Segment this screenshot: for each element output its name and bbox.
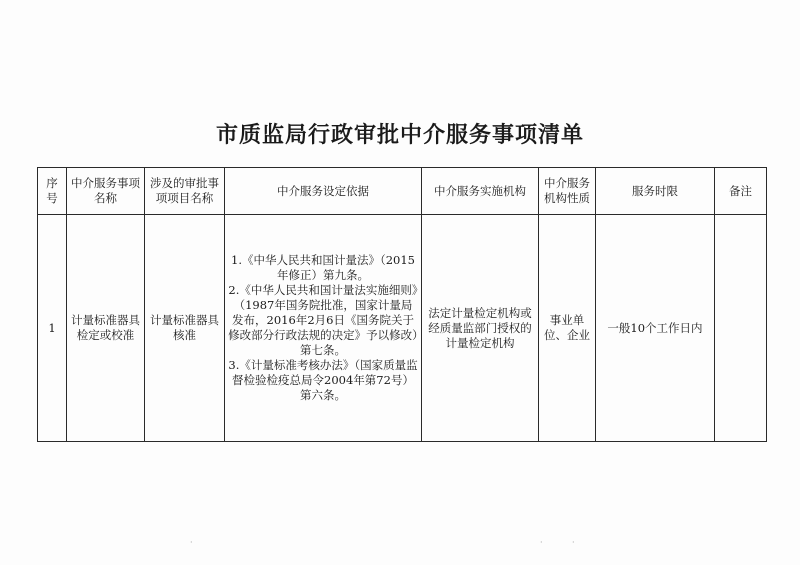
scan-speck: · <box>540 538 543 547</box>
cell-remark <box>715 215 767 442</box>
header-remark: 备注 <box>715 168 767 215</box>
table-row <box>38 215 767 442</box>
basis-item-1: 1.《中华人民共和国计量法》（2015年修正）第九条。 <box>231 253 415 282</box>
cell-time-limit: 一般10个工作日内 <box>596 215 715 442</box>
cell-basis <box>225 215 422 442</box>
header-agency: 中介服务实施机构 <box>422 168 539 215</box>
cell-no: 1 <box>38 215 67 442</box>
header-time-limit: 服务时限 <box>596 168 715 215</box>
service-items-table <box>37 167 767 442</box>
document-title: 市质监局行政审批中介服务事项清单 <box>215 122 584 148</box>
scan-speck: · <box>190 538 193 547</box>
cell-nature: 事业单位、企业 <box>539 215 596 442</box>
scan-speck: · <box>572 538 575 547</box>
header-service-name: 中介服务事项名称 <box>67 168 145 215</box>
header-approval-item: 涉及的审批事项项目名称 <box>145 168 225 215</box>
header-no: 序号 <box>38 168 67 215</box>
table-header-row <box>38 168 767 215</box>
cell-agency: 法定计量检定机构或经质量监部门授权的计量检定机构 <box>422 215 539 442</box>
cell-approval-item: 计量标准器具核准 <box>145 215 225 442</box>
header-nature: 中介服务机构性质 <box>539 168 596 215</box>
basis-item-3: 3.《计量标准考核办法》（国家质量监督检验检疫总局令2004年第72号）第六条。 <box>228 358 418 402</box>
header-basis: 中介服务设定依据 <box>225 168 422 215</box>
cell-service-name: 计量标准器具检定或校准 <box>67 215 145 442</box>
basis-item-2: 2.《中华人民共和国计量法实施细则》（1987年国务院批准，国家计量局发布，2016年2月6日《国务院关于修改部分行政法规的决定》予以修改）第七条。 <box>228 283 418 357</box>
